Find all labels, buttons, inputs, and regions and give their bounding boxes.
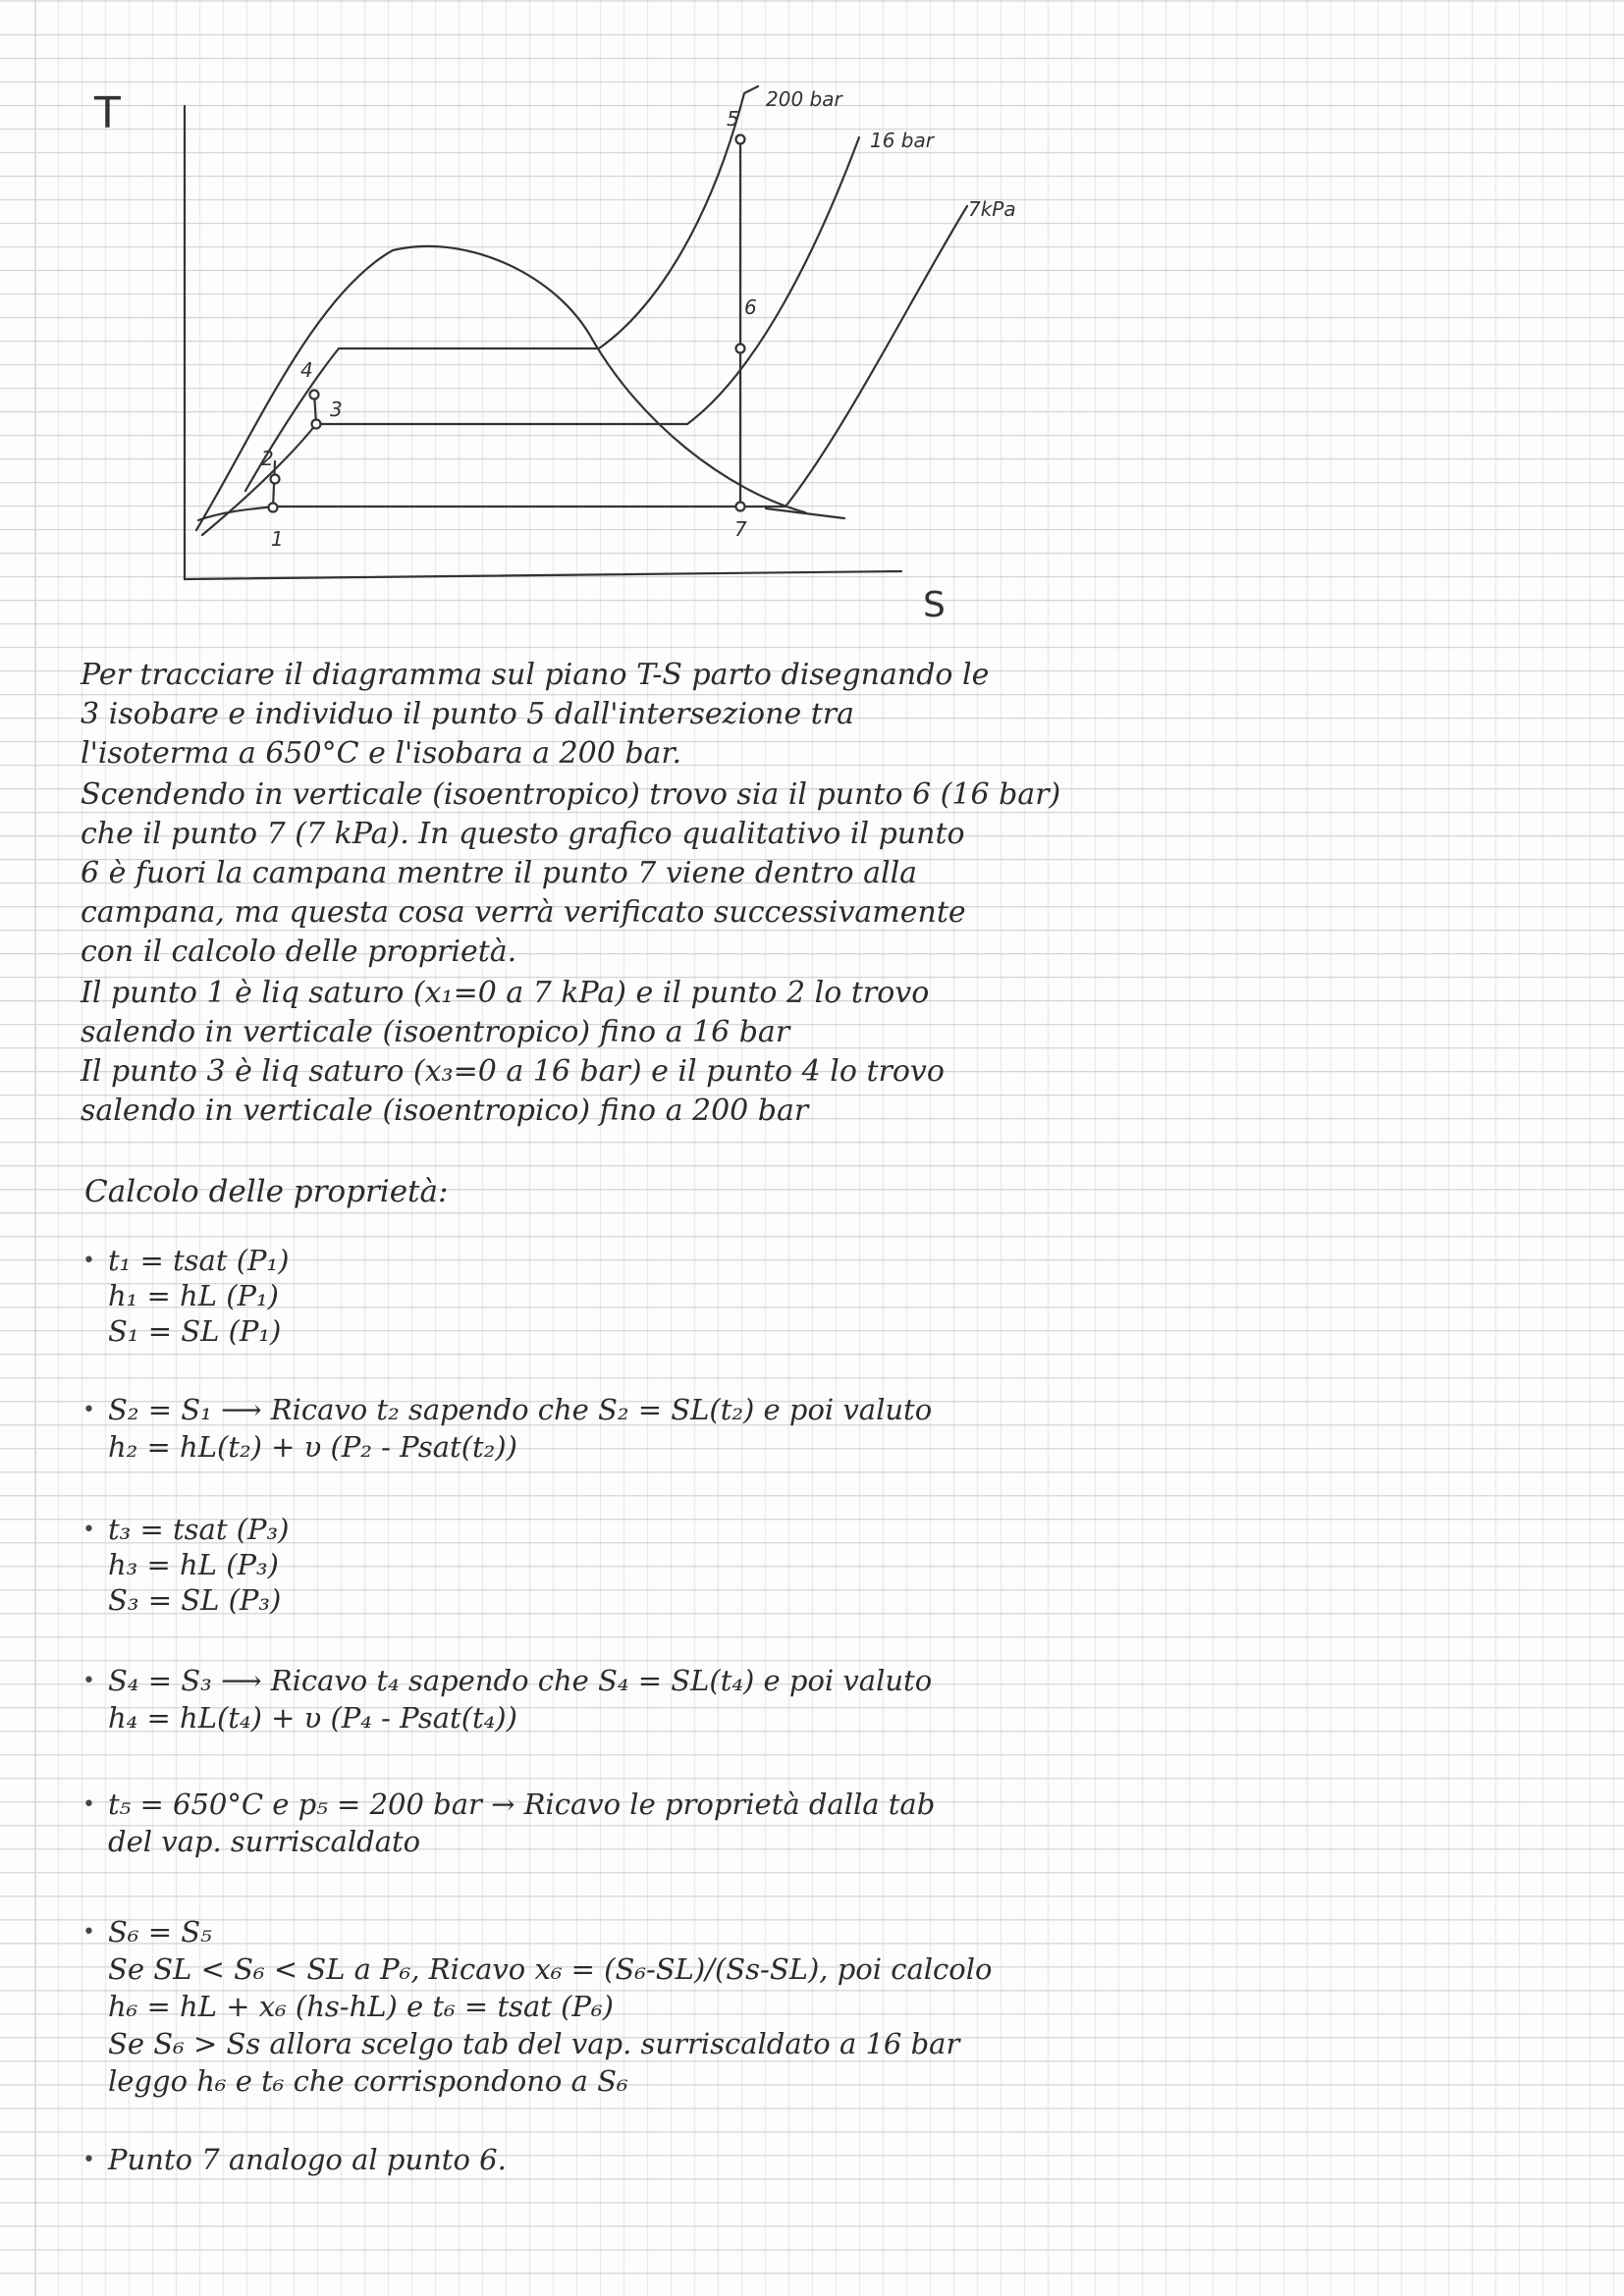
point-5-marker bbox=[736, 135, 745, 144]
point-1-marker bbox=[269, 504, 278, 512]
intro-line-2: 3 isobare e individuo il punto 5 dall'intersezione tra bbox=[81, 697, 855, 731]
point-3-marker bbox=[312, 420, 321, 429]
point-6-marker bbox=[736, 345, 745, 353]
intro-line-7: campana, ma questa cosa verrà verificato successivamente bbox=[81, 895, 966, 930]
isobar-7kpa bbox=[198, 206, 967, 520]
bullet-dot-6: • bbox=[82, 1920, 95, 1945]
isobar-label-200bar: 200 bar bbox=[766, 87, 842, 111]
block-7-line-1: Punto 7 analogo al punto 6. bbox=[108, 2143, 507, 2176]
block-1-line-3: S₁ = SL (P₁) bbox=[108, 1314, 282, 1348]
point-7-marker bbox=[736, 503, 745, 511]
point-label-1: 1 bbox=[271, 527, 284, 551]
axis-label-s: S bbox=[923, 585, 946, 625]
point-label-2: 2 bbox=[261, 447, 274, 470]
bullet-dot-3: • bbox=[82, 1518, 95, 1542]
axis-label-t: T bbox=[94, 88, 121, 138]
block-1-line-2: h₁ = hL (P₁) bbox=[108, 1279, 279, 1312]
block-3-line-3: S₃ = SL (P₃) bbox=[108, 1583, 282, 1617]
block-4-line-2: h₄ = hL(t₄) + υ (P₄ - Psat(t₄)) bbox=[108, 1701, 517, 1735]
point-2-marker bbox=[271, 475, 280, 484]
point-label-5: 5 bbox=[727, 107, 739, 131]
intro-line-5: che il punto 7 (7 kPa). In questo grafico qualitativo il punto bbox=[81, 817, 965, 851]
block-5-line-2: del vap. surriscaldato bbox=[108, 1825, 421, 1858]
block-6-line-2: Se SL < S₆ < SL a P₆, Ricavo x₆ = (S₆-SL)/(Ss-SL), poi calcolo bbox=[108, 1952, 993, 1986]
bullet-dot-7: • bbox=[82, 2148, 95, 2172]
intro-line-9: Il punto 1 è liq saturo (x₁=0 a 7 kPa) e il punto 2 lo trovo bbox=[81, 976, 930, 1010]
intro-line-4: Scendendo in verticale (isoentropico) trovo sia il punto 6 (16 bar) bbox=[81, 777, 1061, 812]
block-3-line-2: h₃ = hL (P₃) bbox=[108, 1548, 279, 1581]
point-label-4: 4 bbox=[300, 358, 313, 382]
block-6-line-3: h₆ = hL + x₆ (hs-hL) e t₆ = tsat (P₆) bbox=[108, 1990, 614, 2023]
intro-line-3: l'isoterma a 650°C e l'isobara a 200 bar. bbox=[81, 736, 682, 771]
bullet-dot-5: • bbox=[82, 1792, 95, 1817]
block-6-line-5: leggo h₆ e t₆ che corrispondono a S₆ bbox=[108, 2064, 628, 2098]
block-5-line-1: t₅ = 650°C e p₅ = 200 bar → Ricavo le proprietà dalla tab bbox=[108, 1788, 936, 1821]
isobar-label-7kpa: 7kPa bbox=[968, 197, 1016, 221]
isobar-16bar bbox=[202, 137, 859, 535]
intro-line-10: salendo in verticale (isoentropico) fino a 16 bar bbox=[81, 1015, 790, 1049]
point-label-7: 7 bbox=[734, 517, 747, 541]
block-4-line-1: S₄ = S₃ ⟶ Ricavo t₄ sapendo che S₄ = SL(t₄) e poi valuto bbox=[108, 1664, 933, 1697]
point-label-3: 3 bbox=[330, 398, 343, 421]
isobar-label-16bar: 16 bar bbox=[870, 129, 934, 152]
block-2-line-1: S₂ = S₁ ⟶ Ricavo t₂ sapendo che S₂ = SL(t₂) e poi valuto bbox=[108, 1393, 933, 1426]
intro-line-6: 6 è fuori la campana mentre il punto 7 viene dentro alla bbox=[81, 856, 918, 890]
saturation-dome bbox=[196, 246, 805, 530]
isobar-200bar bbox=[245, 86, 758, 491]
block-3-line-1: t₃ = tsat (P₃) bbox=[108, 1513, 290, 1546]
bullet-dot-4: • bbox=[82, 1669, 95, 1693]
bullet-dot-2: • bbox=[82, 1398, 95, 1422]
intro-line-8: con il calcolo delle proprietà. bbox=[81, 934, 517, 969]
block-1-line-1: t₁ = tsat (P₁) bbox=[108, 1244, 290, 1277]
block-2-line-2: h₂ = hL(t₂) + υ (P₂ - Psat(t₂)) bbox=[108, 1430, 517, 1464]
bullet-dot-1: • bbox=[82, 1249, 95, 1273]
isobar-low-tail bbox=[766, 508, 844, 518]
block-6-line-1: S₆ = S₅ bbox=[108, 1915, 212, 1949]
point-4-marker bbox=[310, 391, 319, 400]
intro-line-1: Per tracciare il diagramma sul piano T-S parto disegnando le bbox=[81, 658, 990, 692]
block-6-line-4: Se S₆ > Ss allora scelgo tab del vap. surriscaldato a 16 bar bbox=[108, 2027, 960, 2060]
section-heading: Calcolo delle proprietà: bbox=[84, 1174, 449, 1209]
intro-line-11: Il punto 3 è liq saturo (x₃=0 a 16 bar) e il punto 4 lo trovo bbox=[81, 1054, 945, 1089]
intro-line-12: salendo in verticale (isoentropico) fino a 200 bar bbox=[81, 1094, 809, 1128]
point-label-6: 6 bbox=[744, 295, 757, 319]
ts-diagram bbox=[0, 0, 1624, 628]
x-axis bbox=[185, 571, 901, 579]
